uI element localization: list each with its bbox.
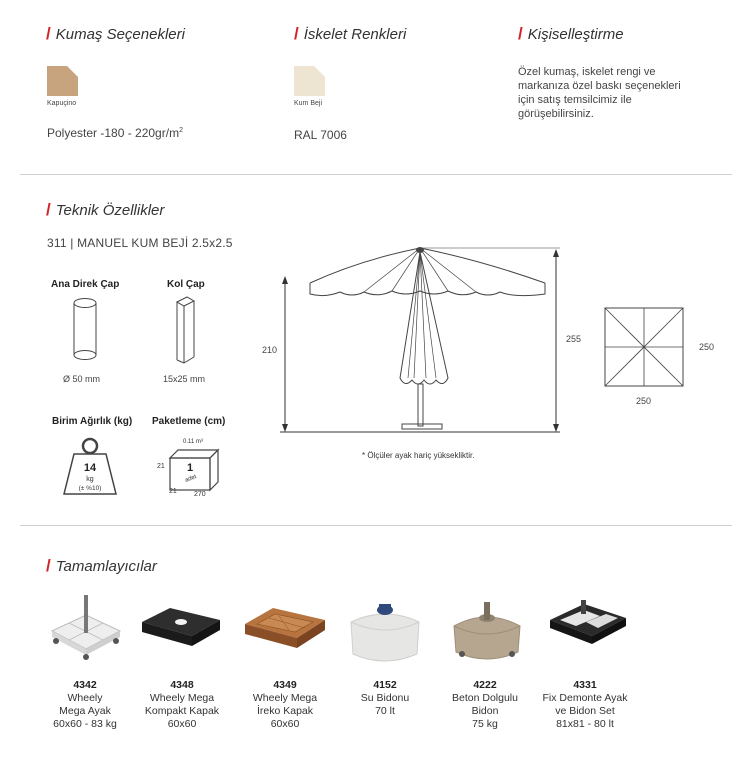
accessory-image-4348 — [140, 604, 222, 655]
accessory-item-4331[interactable] — [537, 679, 633, 731]
pole-value: Ø 50 mm — [63, 374, 101, 384]
accessory-line: Su Bidonu — [360, 692, 410, 704]
frame-swatch-label: Kum Beji — [294, 100, 323, 107]
dim-side-b: 250 — [636, 396, 652, 406]
accessory-line: 75 kg — [472, 718, 498, 730]
accessory-line: Wheely — [67, 692, 103, 704]
fabric-section-title: / Kumaş Seçenekleri — [46, 24, 185, 43]
accessory-code: 4222 — [473, 679, 497, 691]
fabric-swatch-label: Kapuçino — [47, 100, 77, 107]
fabric-swatch — [47, 66, 78, 96]
umbrella-top-diagram — [604, 307, 684, 392]
frame-ral: RAL 7006 — [294, 128, 347, 142]
pack-height: 21 — [157, 463, 165, 470]
pole-diagram — [70, 297, 100, 368]
accessory-image-4342 — [46, 593, 126, 670]
accessory-line: 70 lt — [375, 705, 395, 717]
accessory-line: Wheely Mega — [149, 692, 215, 704]
accessory-line: 60x60 — [167, 718, 197, 730]
pack-qty: 1 — [186, 462, 194, 474]
accessory-line: 60x60 — [270, 718, 300, 730]
weight-tolerance: (± %10) — [78, 485, 102, 492]
accessory-line: İreko Kapak — [256, 705, 314, 717]
pack-width: 270 — [194, 491, 206, 498]
accessory-line: Wheely Mega — [252, 692, 318, 704]
accessory-code: 4349 — [273, 679, 297, 691]
accessory-image-4349 — [243, 604, 327, 657]
dim-total-height: 255 — [566, 334, 582, 344]
frame-section-title: / İskelet Renkleri — [294, 24, 407, 43]
accessory-image-4331 — [546, 598, 630, 653]
accessory-line: Beton Dolgulu — [452, 692, 518, 704]
dim-height: 210 — [262, 345, 278, 355]
accessory-image-4152 — [345, 598, 425, 671]
dimension-note: * Ölçüler ayak hariç yüksekliktir. — [362, 451, 475, 460]
custom-section-title: / Kişiselleştirme — [518, 24, 624, 43]
accessories-section-title: / Tamamlayıcılar — [46, 556, 157, 575]
custom-text: Özel kumaş, iskelet rengi ve markanıza özel baskı seçenekleri için satış temsilcimiz ile görüşebilirsiniz. — [518, 66, 681, 120]
accessory-line: Bidon — [471, 705, 499, 717]
accessory-line: ve Bidon Set — [555, 705, 615, 717]
accessory-line: 60x60 - 83 kg — [53, 718, 117, 730]
arm-diagram — [170, 296, 200, 369]
frame-swatch — [294, 66, 325, 96]
tech-section-title: / Teknik Özellikler — [46, 200, 165, 219]
arm-value: 15x25 mm — [163, 374, 206, 384]
accessory-code: 4342 — [73, 679, 97, 691]
accessory-code: 4348 — [170, 679, 194, 691]
arm-label: Kol Çap — [167, 279, 205, 290]
accessory-code: 4152 — [373, 679, 397, 691]
divider — [20, 525, 732, 526]
accessory-line: 81x81 - 80 lt — [556, 718, 614, 730]
accessory-item-4342[interactable] — [37, 679, 133, 731]
accessory-image-4222 — [448, 598, 526, 671]
accessory-item-4152[interactable] — [337, 679, 433, 718]
divider — [20, 174, 732, 175]
umbrella-side-diagram — [260, 238, 580, 443]
weight-unit: kg — [86, 476, 94, 483]
accessory-line: Mega Ayak — [59, 705, 111, 717]
weight-label: Birim Ağırlık (kg) — [52, 416, 133, 427]
accessory-line: Fix Demonte Ayak — [542, 692, 628, 704]
pack-unit: adet — [184, 474, 198, 484]
pack-depth: 21 — [169, 488, 177, 495]
accessory-code: 4331 — [573, 679, 597, 691]
accessory-item-4349[interactable] — [237, 679, 333, 731]
pack-label: Paketleme (cm) — [152, 416, 226, 427]
pole-label: Ana Direk Çap — [51, 279, 120, 290]
accessory-item-4222[interactable] — [437, 679, 533, 731]
model-name: 311 | MANUEL KUM BEJİ 2.5x2.5 — [47, 236, 233, 250]
dim-side-a: 250 — [699, 342, 715, 352]
pack-volume: 0.11 m³ — [183, 439, 203, 445]
accessory-item-4348[interactable] — [134, 679, 230, 731]
weight-value: 14 — [83, 462, 97, 474]
accessory-line: Kompakt Kapak — [144, 705, 220, 717]
fabric-spec: Polyester $-180 - 220gr/m^2$ — [47, 126, 183, 140]
